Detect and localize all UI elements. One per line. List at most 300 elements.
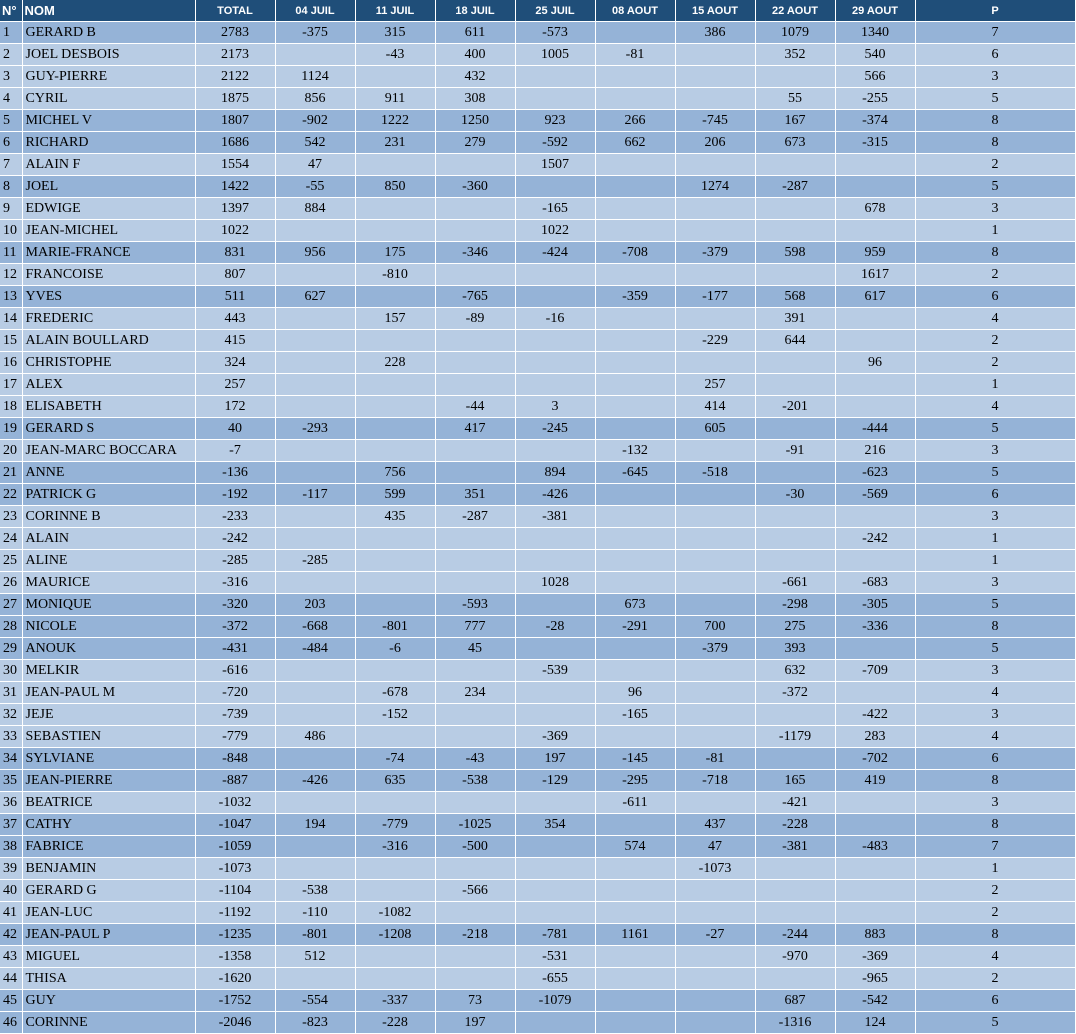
cell-score-29-aout — [835, 396, 915, 418]
cell-score-25-juil — [515, 550, 595, 572]
cell-total: -320 — [195, 594, 275, 616]
cell-score-18-juil — [435, 550, 515, 572]
cell-number: 2 — [0, 44, 22, 66]
cell-score-08-aout — [595, 726, 675, 748]
cell-score-11-juil: -228 — [355, 1012, 435, 1034]
cell-score-29-aout: -965 — [835, 968, 915, 990]
cell-score-29-aout: -483 — [835, 836, 915, 858]
header-date-22-aout: 22 AOUT — [755, 0, 835, 22]
cell-number: 41 — [0, 902, 22, 924]
cell-name: JEAN-LUC — [22, 902, 195, 924]
cell-score-29-aout: -255 — [835, 88, 915, 110]
cell-total: -192 — [195, 484, 275, 506]
cell-name: JEAN-PIERRE — [22, 770, 195, 792]
cell-score-11-juil — [355, 440, 435, 462]
cell-score-08-aout — [595, 308, 675, 330]
table-row — [0, 22, 1075, 44]
cell-score-15-aout: -229 — [675, 330, 755, 352]
cell-number: 35 — [0, 770, 22, 792]
cell-score-11-juil: -74 — [355, 748, 435, 770]
cell-score-22-aout: -201 — [755, 396, 835, 418]
cell-score-15-aout: 206 — [675, 132, 755, 154]
cell-score-04-juil: -801 — [275, 924, 355, 946]
table-row — [0, 836, 1075, 858]
cell-score-25-juil: -426 — [515, 484, 595, 506]
cell-score-08-aout — [595, 638, 675, 660]
cell-score-04-juil — [275, 506, 355, 528]
cell-score-04-juil: 194 — [275, 814, 355, 836]
cell-name: ELISABETH — [22, 396, 195, 418]
cell-score-18-juil: 1250 — [435, 110, 515, 132]
cell-score-11-juil — [355, 660, 435, 682]
cell-score-11-juil — [355, 418, 435, 440]
cell-score-11-juil: -810 — [355, 264, 435, 286]
cell-total: -1235 — [195, 924, 275, 946]
cell-score-04-juil: -538 — [275, 880, 355, 902]
cell-score-15-aout: 257 — [675, 374, 755, 396]
cell-name: MAURICE — [22, 572, 195, 594]
cell-score-22-aout: -661 — [755, 572, 835, 594]
table-row — [0, 594, 1075, 616]
table-row — [0, 902, 1075, 924]
header-date-11-juil: 11 JUIL — [355, 0, 435, 22]
table-row — [0, 88, 1075, 110]
cell-score-25-juil: -28 — [515, 616, 595, 638]
cell-name: YVES — [22, 286, 195, 308]
cell-total: -739 — [195, 704, 275, 726]
cell-number: 42 — [0, 924, 22, 946]
table-row — [0, 176, 1075, 198]
table-row — [0, 968, 1075, 990]
cell-score-11-juil: 231 — [355, 132, 435, 154]
cell-score-29-aout — [835, 792, 915, 814]
cell-score-25-juil — [515, 792, 595, 814]
header-number: N° — [0, 0, 22, 22]
cell-score-15-aout — [675, 902, 755, 924]
cell-total: 1686 — [195, 132, 275, 154]
cell-score-25-juil — [515, 638, 595, 660]
cell-participations: 6 — [915, 44, 1075, 66]
cell-score-18-juil: 279 — [435, 132, 515, 154]
cell-score-29-aout: 1617 — [835, 264, 915, 286]
cell-number: 23 — [0, 506, 22, 528]
cell-score-29-aout: -305 — [835, 594, 915, 616]
cell-total: 2122 — [195, 66, 275, 88]
cell-score-11-juil: -152 — [355, 704, 435, 726]
cell-number: 28 — [0, 616, 22, 638]
cell-score-15-aout — [675, 880, 755, 902]
cell-score-25-juil: -129 — [515, 770, 595, 792]
cell-score-08-aout — [595, 572, 675, 594]
cell-score-11-juil — [355, 550, 435, 572]
table-row — [0, 704, 1075, 726]
cell-score-11-juil: 228 — [355, 352, 435, 374]
cell-score-04-juil: -110 — [275, 902, 355, 924]
cell-number: 3 — [0, 66, 22, 88]
table-row — [0, 814, 1075, 836]
cell-score-04-juil — [275, 264, 355, 286]
table-row — [0, 44, 1075, 66]
table-row — [0, 308, 1075, 330]
cell-score-08-aout: -611 — [595, 792, 675, 814]
cell-score-25-juil — [515, 66, 595, 88]
table-row — [0, 682, 1075, 704]
cell-score-18-juil — [435, 528, 515, 550]
cell-total: 324 — [195, 352, 275, 374]
cell-score-15-aout — [675, 704, 755, 726]
cell-score-18-juil — [435, 726, 515, 748]
cell-score-29-aout — [835, 506, 915, 528]
cell-number: 46 — [0, 1012, 22, 1034]
header-date-15-aout: 15 AOUT — [675, 0, 755, 22]
cell-score-29-aout — [835, 814, 915, 836]
table-row — [0, 506, 1075, 528]
cell-total: -1752 — [195, 990, 275, 1012]
cell-total: 1397 — [195, 198, 275, 220]
cell-score-08-aout — [595, 528, 675, 550]
cell-score-18-juil — [435, 660, 515, 682]
cell-score-22-aout: -228 — [755, 814, 835, 836]
cell-score-29-aout: -336 — [835, 616, 915, 638]
cell-score-11-juil — [355, 858, 435, 880]
cell-score-11-juil — [355, 528, 435, 550]
table-row — [0, 440, 1075, 462]
cell-score-22-aout: 673 — [755, 132, 835, 154]
cell-score-25-juil: -16 — [515, 308, 595, 330]
cell-name: NICOLE — [22, 616, 195, 638]
cell-total: 831 — [195, 242, 275, 264]
cell-number: 10 — [0, 220, 22, 242]
cell-score-11-juil — [355, 880, 435, 902]
cell-score-25-juil: 3 — [515, 396, 595, 418]
cell-number: 9 — [0, 198, 22, 220]
cell-score-15-aout — [675, 1012, 755, 1034]
cell-name: CORINNE — [22, 1012, 195, 1034]
cell-score-29-aout — [835, 902, 915, 924]
cell-score-11-juil — [355, 330, 435, 352]
cell-score-15-aout: 700 — [675, 616, 755, 638]
cell-name: GUY-PIERRE — [22, 66, 195, 88]
cell-score-25-juil: -369 — [515, 726, 595, 748]
cell-score-22-aout — [755, 462, 835, 484]
cell-score-08-aout — [595, 506, 675, 528]
cell-score-08-aout: 673 — [595, 594, 675, 616]
cell-score-15-aout — [675, 506, 755, 528]
cell-name: CYRIL — [22, 88, 195, 110]
cell-score-25-juil: 894 — [515, 462, 595, 484]
cell-number: 32 — [0, 704, 22, 726]
cell-name: EDWIGE — [22, 198, 195, 220]
cell-number: 45 — [0, 990, 22, 1012]
table-row — [0, 660, 1075, 682]
cell-score-04-juil: -902 — [275, 110, 355, 132]
cell-number: 11 — [0, 242, 22, 264]
cell-score-15-aout — [675, 990, 755, 1012]
cell-number: 7 — [0, 154, 22, 176]
cell-total: 1422 — [195, 176, 275, 198]
cell-score-15-aout — [675, 682, 755, 704]
cell-participations: 2 — [915, 264, 1075, 286]
cell-score-04-juil: 47 — [275, 154, 355, 176]
cell-score-22-aout: -244 — [755, 924, 835, 946]
cell-score-18-juil: -346 — [435, 242, 515, 264]
cell-name: GERARD G — [22, 880, 195, 902]
cell-score-18-juil: -44 — [435, 396, 515, 418]
cell-total: 443 — [195, 308, 275, 330]
cell-score-22-aout — [755, 198, 835, 220]
cell-score-08-aout — [595, 176, 675, 198]
cell-score-11-juil: 756 — [355, 462, 435, 484]
cell-score-11-juil: -779 — [355, 814, 435, 836]
header-date-04-juil: 04 JUIL — [275, 0, 355, 22]
cell-name: JEAN-PAUL P — [22, 924, 195, 946]
cell-score-22-aout: -287 — [755, 176, 835, 198]
cell-total: 257 — [195, 374, 275, 396]
cell-score-29-aout: 96 — [835, 352, 915, 374]
cell-score-11-juil — [355, 968, 435, 990]
cell-total: -720 — [195, 682, 275, 704]
cell-name: JEJE — [22, 704, 195, 726]
cell-score-29-aout: 883 — [835, 924, 915, 946]
cell-score-29-aout — [835, 682, 915, 704]
cell-score-11-juil — [355, 286, 435, 308]
cell-score-04-juil: -823 — [275, 1012, 355, 1034]
table-row — [0, 198, 1075, 220]
cell-score-15-aout: -518 — [675, 462, 755, 484]
cell-score-11-juil: 599 — [355, 484, 435, 506]
cell-number: 19 — [0, 418, 22, 440]
cell-score-22-aout — [755, 418, 835, 440]
cell-name: ALAIN F — [22, 154, 195, 176]
cell-score-18-juil: -538 — [435, 770, 515, 792]
cell-score-11-juil: -6 — [355, 638, 435, 660]
cell-participations: 8 — [915, 132, 1075, 154]
cell-score-18-juil: -566 — [435, 880, 515, 902]
cell-score-04-juil: -285 — [275, 550, 355, 572]
cell-participations: 2 — [915, 154, 1075, 176]
header-date-29-aout: 29 AOUT — [835, 0, 915, 22]
cell-score-29-aout: 678 — [835, 198, 915, 220]
cell-total: -1059 — [195, 836, 275, 858]
cell-score-29-aout: -702 — [835, 748, 915, 770]
cell-score-11-juil: 435 — [355, 506, 435, 528]
cell-score-25-juil: -592 — [515, 132, 595, 154]
cell-name: MELKIR — [22, 660, 195, 682]
cell-score-22-aout: -381 — [755, 836, 835, 858]
table-row — [0, 726, 1075, 748]
cell-score-11-juil — [355, 198, 435, 220]
cell-score-25-juil: 354 — [515, 814, 595, 836]
cell-score-18-juil: 73 — [435, 990, 515, 1012]
cell-score-22-aout: 167 — [755, 110, 835, 132]
cell-name: JEAN-PAUL M — [22, 682, 195, 704]
cell-score-11-juil: -316 — [355, 836, 435, 858]
cell-name: CHRISTOPHE — [22, 352, 195, 374]
cell-participations: 2 — [915, 880, 1075, 902]
cell-participations: 3 — [915, 792, 1075, 814]
cell-name: CORINNE B — [22, 506, 195, 528]
cell-total: 172 — [195, 396, 275, 418]
cell-score-22-aout — [755, 550, 835, 572]
cell-number: 13 — [0, 286, 22, 308]
cell-participations: 5 — [915, 176, 1075, 198]
cell-score-15-aout: -81 — [675, 748, 755, 770]
cell-score-25-juil — [515, 330, 595, 352]
cell-score-04-juil: 856 — [275, 88, 355, 110]
table-row — [0, 374, 1075, 396]
cell-score-25-juil: -655 — [515, 968, 595, 990]
cell-score-15-aout — [675, 550, 755, 572]
cell-score-15-aout — [675, 660, 755, 682]
cell-score-04-juil: -426 — [275, 770, 355, 792]
cell-name: ANOUK — [22, 638, 195, 660]
cell-score-22-aout: 632 — [755, 660, 835, 682]
cell-score-15-aout — [675, 198, 755, 220]
cell-score-15-aout — [675, 352, 755, 374]
cell-name: GUY — [22, 990, 195, 1012]
cell-participations: 1 — [915, 220, 1075, 242]
cell-name: FREDERIC — [22, 308, 195, 330]
cell-number: 34 — [0, 748, 22, 770]
cell-score-15-aout: -379 — [675, 638, 755, 660]
cell-score-04-juil: 203 — [275, 594, 355, 616]
cell-score-25-juil — [515, 594, 595, 616]
cell-number: 39 — [0, 858, 22, 880]
cell-score-08-aout: -645 — [595, 462, 675, 484]
cell-score-11-juil: 850 — [355, 176, 435, 198]
cell-score-18-juil — [435, 374, 515, 396]
cell-score-08-aout — [595, 22, 675, 44]
cell-score-18-juil — [435, 198, 515, 220]
cell-total: 40 — [195, 418, 275, 440]
cell-score-04-juil — [275, 968, 355, 990]
cell-score-18-juil: -1025 — [435, 814, 515, 836]
cell-score-22-aout: 275 — [755, 616, 835, 638]
cell-score-25-juil: -245 — [515, 418, 595, 440]
cell-score-25-juil: -539 — [515, 660, 595, 682]
cell-score-15-aout — [675, 308, 755, 330]
cell-score-22-aout: -298 — [755, 594, 835, 616]
cell-score-25-juil — [515, 264, 595, 286]
cell-score-15-aout — [675, 726, 755, 748]
cell-score-22-aout: -970 — [755, 946, 835, 968]
cell-number: 17 — [0, 374, 22, 396]
cell-score-15-aout — [675, 792, 755, 814]
header-name: NOM — [22, 0, 195, 22]
cell-score-08-aout: -359 — [595, 286, 675, 308]
cell-score-29-aout — [835, 176, 915, 198]
cell-score-22-aout — [755, 528, 835, 550]
cell-score-08-aout — [595, 220, 675, 242]
cell-score-11-juil: 315 — [355, 22, 435, 44]
cell-score-04-juil — [275, 836, 355, 858]
cell-score-11-juil — [355, 726, 435, 748]
cell-score-04-juil: 512 — [275, 946, 355, 968]
cell-score-18-juil: 777 — [435, 616, 515, 638]
cell-number: 21 — [0, 462, 22, 484]
cell-name: SYLVIANE — [22, 748, 195, 770]
cell-total: -1073 — [195, 858, 275, 880]
cell-participations: 5 — [915, 594, 1075, 616]
cell-participations: 3 — [915, 440, 1075, 462]
cell-score-22-aout — [755, 902, 835, 924]
cell-score-04-juil — [275, 660, 355, 682]
cell-number: 16 — [0, 352, 22, 374]
cell-total: -136 — [195, 462, 275, 484]
cell-number: 43 — [0, 946, 22, 968]
cell-score-11-juil: 911 — [355, 88, 435, 110]
cell-total: -1358 — [195, 946, 275, 968]
cell-number: 36 — [0, 792, 22, 814]
cell-participations: 7 — [915, 22, 1075, 44]
cell-score-08-aout: -295 — [595, 770, 675, 792]
cell-score-08-aout: 574 — [595, 836, 675, 858]
cell-score-08-aout — [595, 484, 675, 506]
cell-score-04-juil — [275, 528, 355, 550]
cell-score-29-aout — [835, 638, 915, 660]
cell-participations: 5 — [915, 88, 1075, 110]
table-row — [0, 946, 1075, 968]
table-row — [0, 110, 1075, 132]
cell-score-15-aout — [675, 220, 755, 242]
cell-score-18-juil: -593 — [435, 594, 515, 616]
cell-score-08-aout: -291 — [595, 616, 675, 638]
cell-score-04-juil — [275, 308, 355, 330]
table-row — [0, 352, 1075, 374]
cell-score-18-juil — [435, 330, 515, 352]
cell-number: 31 — [0, 682, 22, 704]
cell-score-04-juil: 884 — [275, 198, 355, 220]
cell-score-04-juil: -375 — [275, 22, 355, 44]
cell-name: THISA — [22, 968, 195, 990]
cell-score-18-juil: 351 — [435, 484, 515, 506]
cell-score-04-juil — [275, 352, 355, 374]
cell-total: -233 — [195, 506, 275, 528]
cell-participations: 2 — [915, 330, 1075, 352]
table-row — [0, 572, 1075, 594]
cell-total: -7 — [195, 440, 275, 462]
cell-score-18-juil: 308 — [435, 88, 515, 110]
cell-score-29-aout: -542 — [835, 990, 915, 1012]
cell-score-15-aout — [675, 440, 755, 462]
cell-score-29-aout: 283 — [835, 726, 915, 748]
cell-score-04-juil — [275, 330, 355, 352]
cell-participations: 4 — [915, 726, 1075, 748]
cell-score-18-juil — [435, 462, 515, 484]
cell-score-15-aout — [675, 968, 755, 990]
cell-score-08-aout: -145 — [595, 748, 675, 770]
cell-name: FABRICE — [22, 836, 195, 858]
cell-score-25-juil: -573 — [515, 22, 595, 44]
cell-score-22-aout: 393 — [755, 638, 835, 660]
cell-score-25-juil — [515, 1012, 595, 1034]
cell-score-15-aout — [675, 572, 755, 594]
cell-score-15-aout: 414 — [675, 396, 755, 418]
cell-score-11-juil: -678 — [355, 682, 435, 704]
cell-score-18-juil: -360 — [435, 176, 515, 198]
cell-score-18-juil — [435, 572, 515, 594]
cell-score-25-juil — [515, 836, 595, 858]
cell-score-04-juil: 956 — [275, 242, 355, 264]
cell-score-25-juil: -1079 — [515, 990, 595, 1012]
cell-score-08-aout — [595, 660, 675, 682]
cell-score-08-aout: -165 — [595, 704, 675, 726]
cell-score-18-juil — [435, 792, 515, 814]
table-row — [0, 132, 1075, 154]
cell-score-22-aout: 644 — [755, 330, 835, 352]
cell-score-29-aout — [835, 550, 915, 572]
cell-score-08-aout: -132 — [595, 440, 675, 462]
